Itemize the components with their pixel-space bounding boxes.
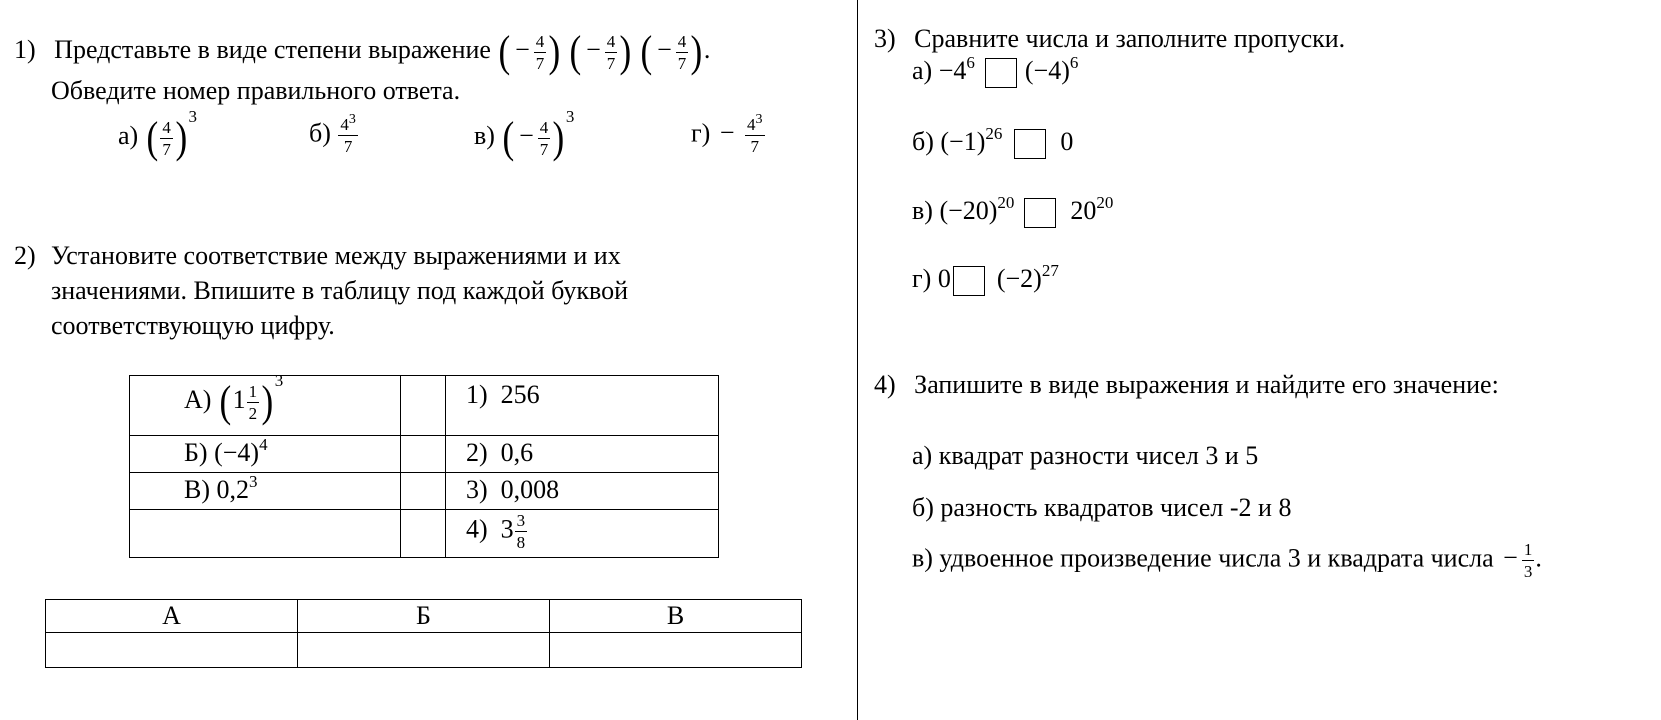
answer-header-b: Б	[298, 600, 550, 633]
task4-number: 4)	[874, 370, 896, 399]
task2-line1: Установите соответствие между выражениями и их	[51, 241, 621, 270]
compare-box-b[interactable]	[1014, 129, 1046, 159]
task3-item-a: $а) -4^6$ $(-4)^6$	[912, 56, 1078, 88]
expression-cell-a: А) (1 $\frac{1}{2}$ )$^3$	[130, 376, 401, 436]
answer-cell-a[interactable]	[46, 633, 298, 668]
task3-text: Сравните числа и заполните пропуски.	[914, 24, 1346, 53]
compare-box-v[interactable]	[1024, 198, 1056, 228]
expression-cell-v: В) $0,2^3$	[130, 473, 401, 510]
task3-number: 3)	[874, 24, 896, 53]
task3-item-b: б) $(-1)^{26}$ 0	[912, 127, 1073, 159]
task4-item-a: а) квадрат разности чисел 3 и 5	[912, 441, 1259, 470]
task1-option-g[interactable]: г) − $\frac{4^3}{7}$	[691, 112, 763, 156]
spacer-cell	[401, 376, 446, 436]
spacer-cell	[401, 436, 446, 473]
expression-cell-empty	[130, 510, 401, 558]
answer-cell-b[interactable]	[298, 633, 550, 668]
spacer-cell	[401, 510, 446, 558]
table-row	[130, 376, 719, 436]
answer-input-row	[46, 633, 802, 668]
task1-header	[14, 27, 711, 76]
value-cell-3: 3) 0,008	[446, 473, 719, 510]
task3-header	[874, 24, 1345, 54]
task2-line2: значениями. Впишите в таблицу под каждой буквой	[51, 276, 629, 305]
answer-header-v: В	[550, 600, 802, 633]
task1-expression: ( − $\frac{4}{7}$ ) ( − $\frac{4}{7}$ ) ( − $\frac{4}{7}$ ).	[498, 27, 711, 76]
answer-table	[45, 599, 802, 668]
answer-header-row	[46, 600, 802, 633]
expression-cell-b: Б) $(-4)^4$	[130, 436, 401, 473]
task3-item-v: в) $(-20)^{20}$ $20^{20}$	[912, 196, 1113, 228]
value-cell-1: 1) 256	[446, 376, 719, 436]
task2-number: 2)	[14, 241, 36, 270]
table-row	[130, 473, 719, 510]
answer-header-a: А	[46, 600, 298, 633]
matching-table	[129, 370, 719, 558]
compare-box-g[interactable]	[953, 266, 985, 296]
task4-header	[874, 370, 1499, 400]
task3-item-g: г) 0 $(-2)^{27}$	[912, 264, 1059, 296]
column-divider	[857, 0, 858, 720]
task1-text: Представьте в виде степени выражение	[54, 34, 491, 64]
task1-option-v[interactable]: в) ( − $\frac{4}{7}$ )$^3$	[474, 106, 575, 162]
task4-item-b: б) разность квадратов чисел -2 и 8	[912, 493, 1292, 522]
task1-number: 1)	[14, 34, 36, 64]
value-cell-4: 4) 3 $\frac{3}{8}$	[446, 510, 719, 558]
task1-instruction: Обведите номер правильного ответа.	[51, 76, 461, 105]
spacer-cell	[401, 473, 446, 510]
table-row	[130, 510, 719, 558]
task2-line3: соответствующую цифру.	[51, 311, 335, 340]
task4-text: Запишите в виде выражения и найдите его значение:	[914, 370, 1499, 399]
table-row	[130, 436, 719, 473]
task1-option-b[interactable]: б) $\frac{4^3}{7}$	[309, 112, 356, 156]
answer-cell-v[interactable]	[550, 633, 802, 668]
value-cell-2: 2) 0,6	[446, 436, 719, 473]
compare-box-a[interactable]	[985, 58, 1017, 88]
task4-item-v: в) удвоенное произведение числа 3 и квадрата числа − $\frac{1}{3}$ .	[912, 540, 1542, 581]
task1-option-a[interactable]: а) ( $\frac{4}{7}$ )$^3$	[118, 106, 198, 162]
